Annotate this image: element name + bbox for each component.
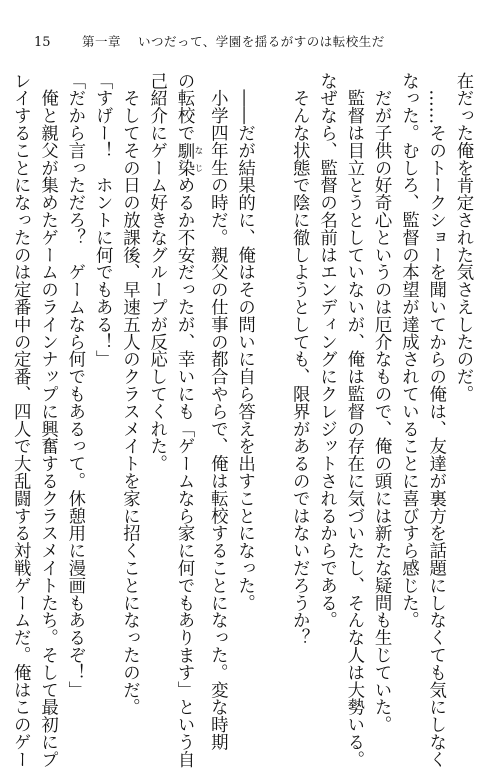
text-line: 小学四年生の時だ。親父の仕事の都合やらで、俺は転校することになった。変な時期 — [207, 72, 228, 751]
text-line: 監督は目立とうとしていないが、俺は監督の存在に気づいたし、そんな人は大勢いる。 — [343, 72, 364, 768]
text-line: そしてその日の放課後、早速五人のクラスメイトを家に招くことになったのだ。 — [119, 72, 140, 716]
text-line: 「だから言っただろ？ ゲームなら何でもあるって。休憩用に漫画もあるぞ！」 — [64, 72, 85, 699]
text-line: 己紹介にゲーム好きなグループが反応してくれた。 — [146, 72, 167, 473]
text-line: なった。むしろ、監督の本望が達成されていることに喜びすら感じた。 — [398, 72, 419, 629]
chapter-label: 第一章 — [82, 34, 122, 49]
text-line-with-ruby: の転校で馴染 なじめるか不安だったが、幸いにも「ゲームなら家に何でもあります」という自 — [174, 72, 204, 768]
blank-line — [258, 72, 285, 672]
text-line: そんな状態で陰に徹しようとしても、限界があるのではないだろうか？ — [289, 72, 310, 647]
text-line: 「すげー！ ホントに何でもある！」 — [92, 72, 113, 368]
page-number: 15 — [34, 35, 51, 50]
ruby-reading: なじ — [193, 141, 204, 177]
page-header — [0, 0, 500, 60]
text-line: なぜなら、監督の名前はエンディングにクレジットされるからである。 — [316, 72, 337, 629]
text-line: レイすることになったのは定番中の定番、四人で大乱闘する対戦ゲームだ。俺はこのゲー — [10, 72, 31, 768]
text-line: ――だが結果的に、俺はその問いに自ら答えを出すことになった。 — [234, 72, 255, 612]
ruby-base: 馴染 — [174, 141, 195, 177]
text-line: 俺と親父が集めたゲームのラインナップに興奮するクラスメイトたち。そして最初にプ — [37, 72, 58, 768]
text-line: だが子供の好奇心というのは厄介なもので、俺の頭には新たな疑問も生じていた。 — [371, 72, 392, 734]
ruby-word — [174, 141, 204, 177]
text-line: ……そのトークショーを聞いてからの俺は、友達が裏方を話題にしなくても気にしなく — [425, 72, 446, 768]
text-line: 在だった俺を肯定された気さえしたのだ。 — [453, 72, 473, 403]
body-text — [10, 72, 476, 768]
chapter-title: いつだって、学園を揺るがすのは転校生だ — [138, 34, 385, 49]
